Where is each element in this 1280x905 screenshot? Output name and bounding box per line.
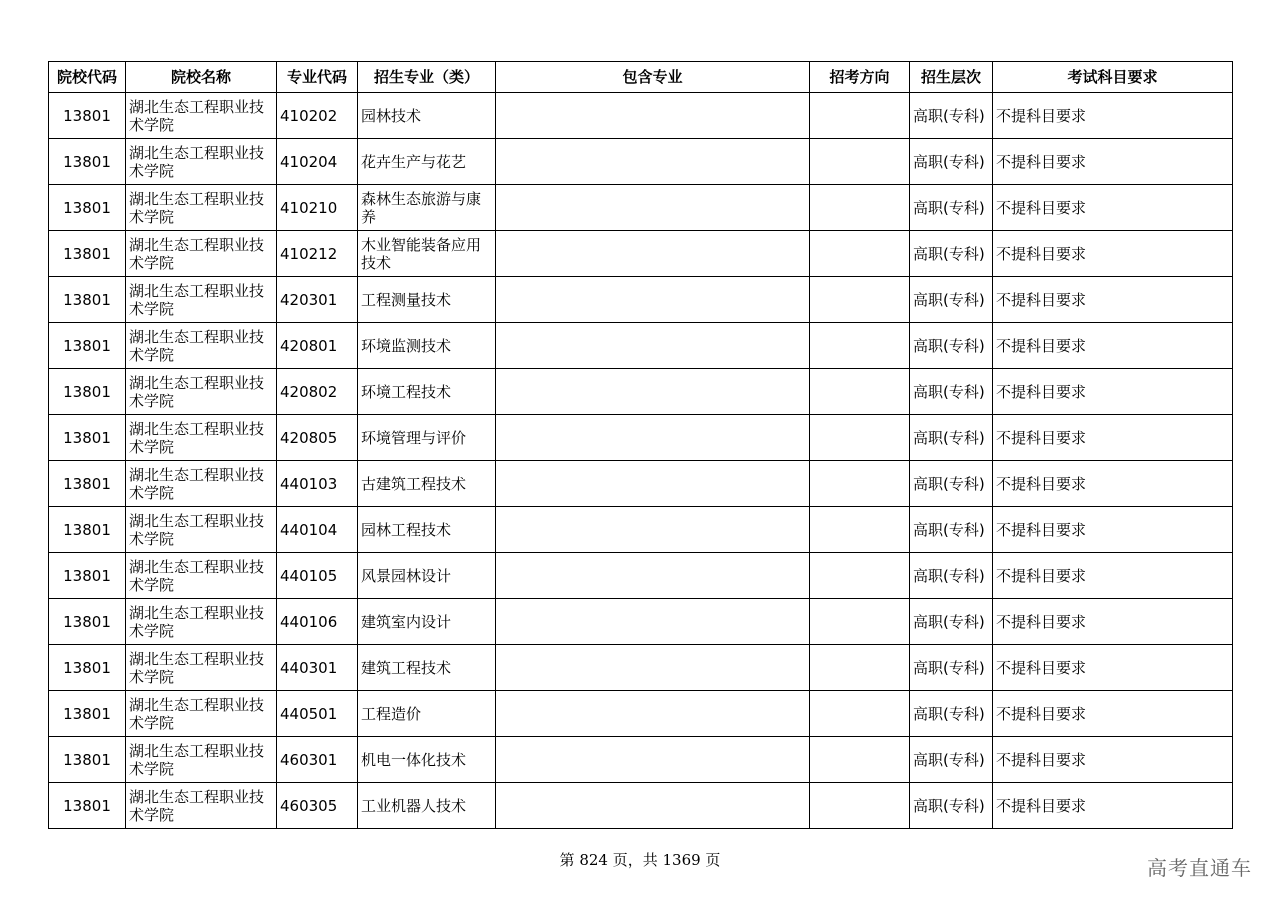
cell-requirement: 不提科目要求 [993,415,1233,461]
cell-school-name: 湖北生态工程职业技术学院 [126,139,277,185]
cell-level: 高职(专科) [910,415,993,461]
cell-major-code: 410210 [277,185,358,231]
cell-school-code: 13801 [49,323,126,369]
cell-major: 园林工程技术 [358,507,496,553]
cell-requirement: 不提科目要求 [993,553,1233,599]
cell-school-name: 湖北生态工程职业技术学院 [126,737,277,783]
cell-requirement: 不提科目要求 [993,737,1233,783]
cell-major-code: 410202 [277,93,358,139]
cell-requirement: 不提科目要求 [993,323,1233,369]
cell-major-code: 440301 [277,645,358,691]
cell-school-code: 13801 [49,507,126,553]
cell-school-code: 13801 [49,415,126,461]
cell-included-majors [496,415,810,461]
cell-direction [810,461,910,507]
cell-major: 环境工程技术 [358,369,496,415]
cell-requirement: 不提科目要求 [993,231,1233,277]
cell-school-name: 湖北生态工程职业技术学院 [126,783,277,829]
cell-direction [810,185,910,231]
cell-school-name: 湖北生态工程职业技术学院 [126,277,277,323]
cell-level: 高职(专科) [910,599,993,645]
cell-major: 风景园林设计 [358,553,496,599]
cell-major: 工业机器人技术 [358,783,496,829]
cell-level: 高职(专科) [910,461,993,507]
table-row [49,599,1233,645]
header-school-name: 院校名称 [126,62,277,93]
cell-direction [810,231,910,277]
cell-level: 高职(专科) [910,645,993,691]
cell-major-code: 420805 [277,415,358,461]
cell-requirement: 不提科目要求 [993,507,1233,553]
cell-direction [810,599,910,645]
cell-included-majors [496,231,810,277]
table-row [49,415,1233,461]
cell-school-name: 湖北生态工程职业技术学院 [126,231,277,277]
cell-school-code: 13801 [49,93,126,139]
cell-major-code: 410212 [277,231,358,277]
header-row [49,62,1233,93]
cell-major-code: 440501 [277,691,358,737]
cell-requirement: 不提科目要求 [993,93,1233,139]
cell-included-majors [496,139,810,185]
cell-school-name: 湖北生态工程职业技术学院 [126,507,277,553]
cell-level: 高职(专科) [910,737,993,783]
cell-school-name: 湖北生态工程职业技术学院 [126,93,277,139]
cell-school-code: 13801 [49,139,126,185]
cell-direction [810,369,910,415]
cell-level: 高职(专科) [910,691,993,737]
cell-level: 高职(专科) [910,553,993,599]
cell-level: 高职(专科) [910,185,993,231]
cell-school-code: 13801 [49,645,126,691]
cell-requirement: 不提科目要求 [993,277,1233,323]
cell-requirement: 不提科目要求 [993,185,1233,231]
cell-major: 花卉生产与花艺 [358,139,496,185]
cell-major-code: 420802 [277,369,358,415]
header-requirement: 考试科目要求 [993,62,1233,93]
cell-included-majors [496,507,810,553]
cell-direction [810,553,910,599]
cell-school-name: 湖北生态工程职业技术学院 [126,369,277,415]
cell-major-code: 460305 [277,783,358,829]
header-major: 招生专业（类） [358,62,496,93]
cell-level: 高职(专科) [910,231,993,277]
cell-school-code: 13801 [49,231,126,277]
table-row [49,737,1233,783]
cell-school-name: 湖北生态工程职业技术学院 [126,323,277,369]
cell-major-code: 440106 [277,599,358,645]
table-row [49,185,1233,231]
cell-included-majors [496,93,810,139]
cell-included-majors [496,691,810,737]
cell-requirement: 不提科目要求 [993,645,1233,691]
table-row [49,139,1233,185]
cell-direction [810,737,910,783]
cell-included-majors [496,737,810,783]
cell-direction [810,645,910,691]
cell-direction [810,277,910,323]
cell-included-majors [496,323,810,369]
cell-school-code: 13801 [49,599,126,645]
cell-level: 高职(专科) [910,93,993,139]
cell-school-name: 湖北生态工程职业技术学院 [126,691,277,737]
cell-school-code: 13801 [49,691,126,737]
cell-major-code: 460301 [277,737,358,783]
cell-included-majors [496,553,810,599]
cell-major-code: 420301 [277,277,358,323]
table-row [49,323,1233,369]
cell-included-majors [496,185,810,231]
cell-school-code: 13801 [49,185,126,231]
cell-direction [810,139,910,185]
cell-included-majors [496,599,810,645]
cell-major: 工程造价 [358,691,496,737]
cell-major: 建筑室内设计 [358,599,496,645]
cell-included-majors [496,461,810,507]
cell-included-majors [496,645,810,691]
cell-major: 森林生态旅游与康养 [358,185,496,231]
cell-major-code: 410204 [277,139,358,185]
cell-direction [810,323,910,369]
cell-school-name: 湖北生态工程职业技术学院 [126,645,277,691]
watermark: 高考直通车 [1147,856,1252,880]
cell-level: 高职(专科) [910,507,993,553]
cell-school-code: 13801 [49,277,126,323]
cell-included-majors [496,277,810,323]
cell-major-code: 440104 [277,507,358,553]
cell-major-code: 420801 [277,323,358,369]
table-body [49,93,1233,829]
cell-requirement: 不提科目要求 [993,691,1233,737]
cell-major: 环境管理与评价 [358,415,496,461]
table-row [49,783,1233,829]
cell-requirement: 不提科目要求 [993,461,1233,507]
page-number: 第 824 页，共 1369 页 [559,851,721,869]
cell-major: 机电一体化技术 [358,737,496,783]
header-level: 招生层次 [910,62,993,93]
table-row [49,369,1233,415]
cell-school-code: 13801 [49,783,126,829]
header-included-majors: 包含专业 [496,62,810,93]
cell-school-code: 13801 [49,461,126,507]
cell-requirement: 不提科目要求 [993,369,1233,415]
cell-major: 建筑工程技术 [358,645,496,691]
cell-major: 古建筑工程技术 [358,461,496,507]
cell-major: 工程测量技术 [358,277,496,323]
cell-included-majors [496,783,810,829]
cell-level: 高职(专科) [910,277,993,323]
cell-direction [810,691,910,737]
cell-major-code: 440103 [277,461,358,507]
cell-requirement: 不提科目要求 [993,599,1233,645]
cell-requirement: 不提科目要求 [993,783,1233,829]
table-row [49,93,1233,139]
header-school-code: 院校代码 [49,62,126,93]
cell-included-majors [496,369,810,415]
cell-major: 园林技术 [358,93,496,139]
cell-school-code: 13801 [49,737,126,783]
table-row [49,645,1233,691]
cell-direction [810,783,910,829]
header-major-code: 专业代码 [277,62,358,93]
admissions-table [48,61,1233,829]
table-row [49,691,1233,737]
cell-level: 高职(专科) [910,323,993,369]
cell-level: 高职(专科) [910,783,993,829]
cell-school-name: 湖北生态工程职业技术学院 [126,553,277,599]
table-row [49,553,1233,599]
cell-school-name: 湖北生态工程职业技术学院 [126,461,277,507]
cell-direction [810,415,910,461]
cell-school-name: 湖北生态工程职业技术学院 [126,599,277,645]
table-header [49,62,1233,93]
table-row [49,461,1233,507]
cell-level: 高职(专科) [910,369,993,415]
cell-major: 环境监测技术 [358,323,496,369]
cell-school-code: 13801 [49,369,126,415]
cell-direction [810,507,910,553]
cell-major: 木业智能装备应用技术 [358,231,496,277]
cell-school-name: 湖北生态工程职业技术学院 [126,185,277,231]
table-row [49,231,1233,277]
table-row [49,277,1233,323]
table-row [49,507,1233,553]
cell-level: 高职(专科) [910,139,993,185]
cell-school-code: 13801 [49,553,126,599]
cell-requirement: 不提科目要求 [993,139,1233,185]
cell-direction [810,93,910,139]
header-direction: 招考方向 [810,62,910,93]
cell-major-code: 440105 [277,553,358,599]
cell-school-name: 湖北生态工程职业技术学院 [126,415,277,461]
